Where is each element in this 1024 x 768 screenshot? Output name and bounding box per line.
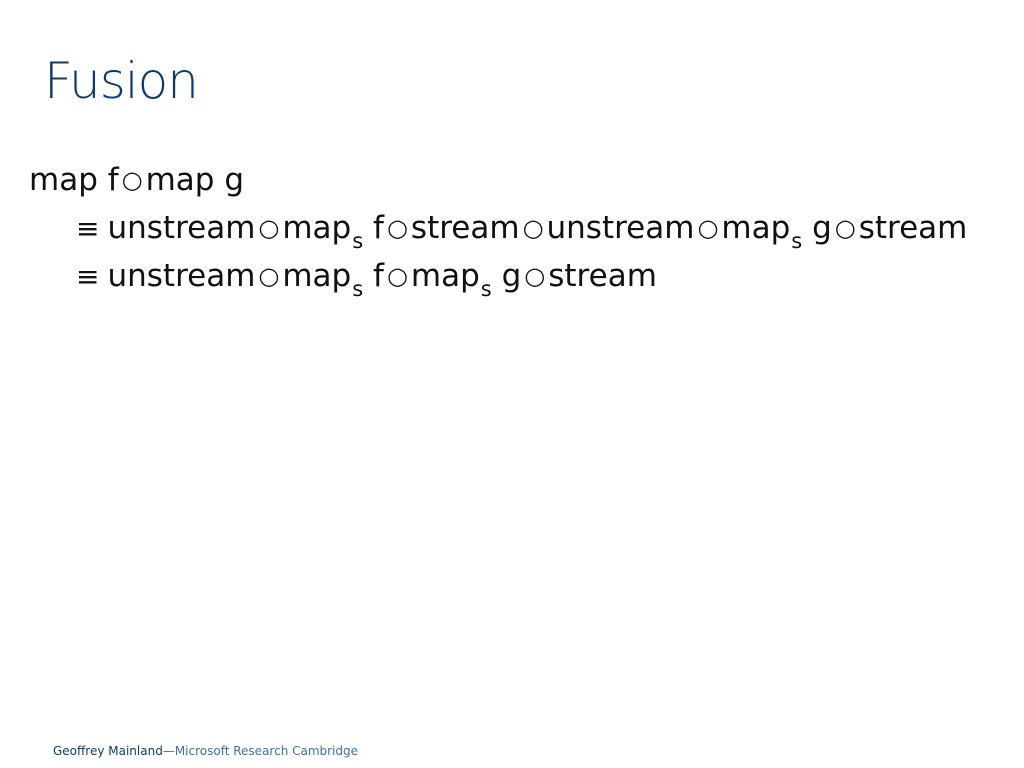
math-term: map (282, 258, 352, 294)
compose-operator: ○ (258, 262, 280, 290)
math-term: map (410, 258, 480, 294)
equation-line-3 (29, 256, 967, 304)
math-subscript: s (791, 229, 803, 253)
slide-title: Fusion (44, 52, 198, 110)
math-term: stream (410, 210, 520, 246)
footer-author: Geoffrey Mainland (53, 744, 163, 758)
compose-operator: ○ (522, 214, 544, 242)
equation-line-2 (29, 208, 967, 256)
footer-separator: — (162, 744, 175, 758)
math-term: f (363, 258, 384, 294)
compose-operator: ○ (386, 214, 408, 242)
math-term: g (491, 258, 522, 294)
compose-operator: ○ (834, 214, 856, 242)
math-term: stream (548, 258, 657, 294)
math-term: unstream (546, 210, 695, 246)
math-subscript: s (480, 277, 492, 301)
math-term: unstream (107, 258, 256, 294)
slide-footer (53, 744, 358, 758)
math-term: g (802, 210, 832, 246)
math-subscript: s (352, 277, 364, 301)
compose-operator: ○ (524, 262, 546, 290)
math-term: map (282, 210, 352, 246)
compose-operator: ○ (258, 214, 280, 242)
equivalence-symbol: ≡ (76, 260, 100, 293)
math-term: map g (145, 162, 244, 198)
math-term: map (721, 210, 791, 246)
compose-operator: ○ (386, 262, 408, 290)
footer-affiliation: Microsoft Research Cambridge (174, 744, 359, 758)
math-subscript: s (352, 229, 364, 253)
math-term: map f (29, 162, 119, 198)
math-term: f (363, 210, 384, 246)
fusion-derivation (29, 160, 967, 304)
compose-operator: ○ (121, 166, 143, 194)
compose-operator: ○ (697, 214, 719, 242)
equation-line-1 (29, 160, 967, 208)
equivalence-symbol: ≡ (76, 212, 100, 245)
math-term: unstream (107, 210, 256, 246)
math-term: stream (858, 210, 968, 246)
